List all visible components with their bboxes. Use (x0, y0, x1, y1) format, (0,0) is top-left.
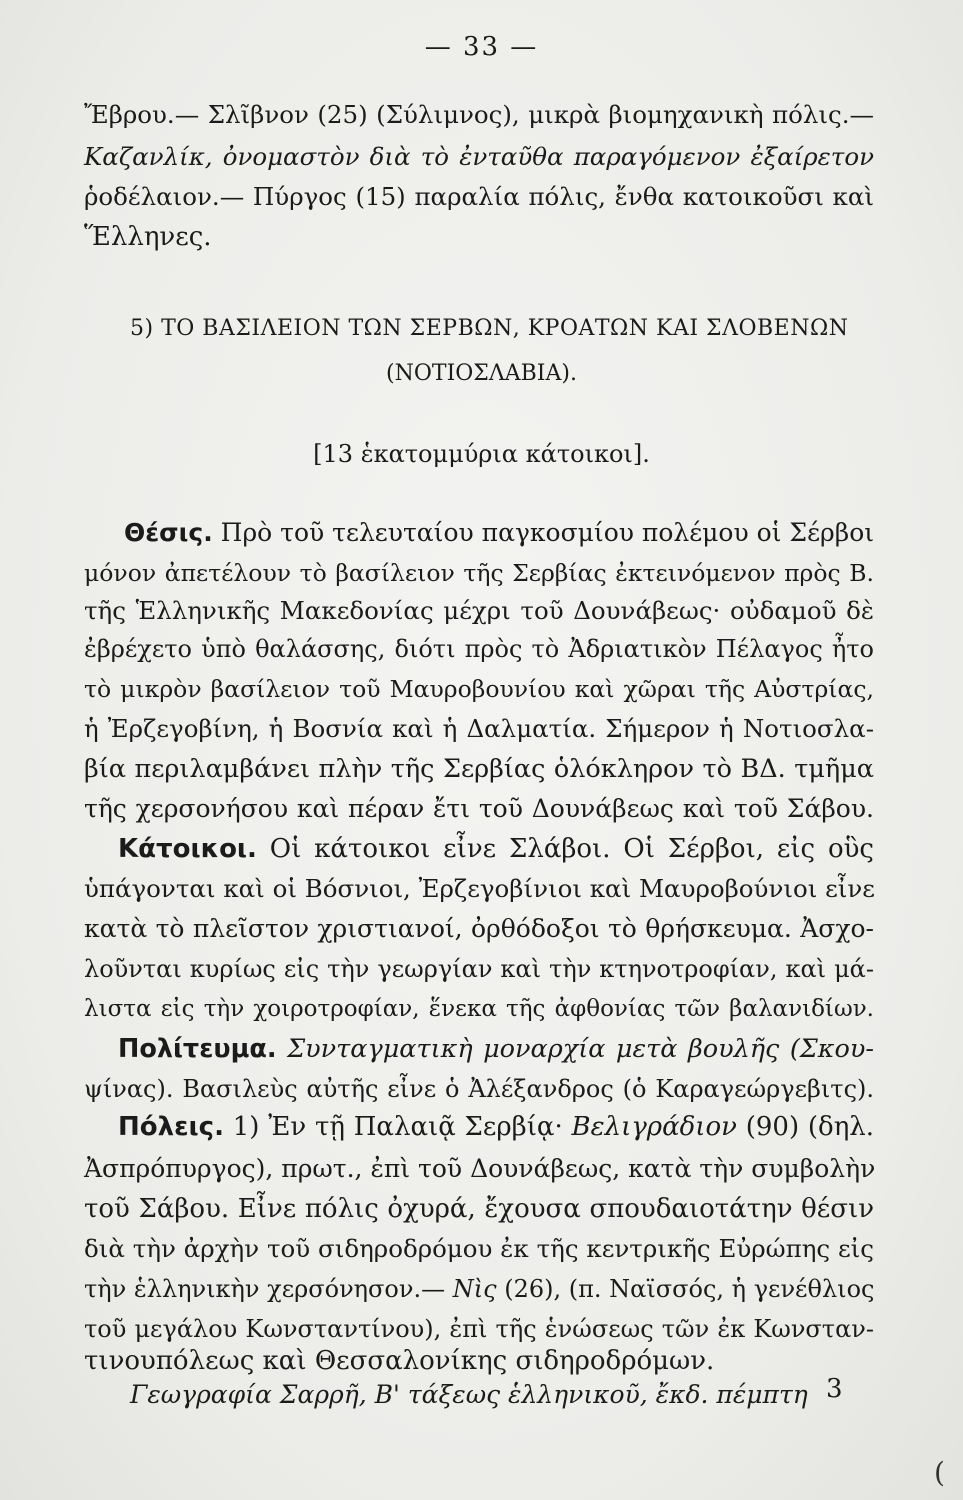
theseis-line-2: μόνον ἀπετέλουν τὸ βασίλειον τῆς Σερβίας ἐκτεινόμενον πρὸς Β. (84, 559, 874, 587)
politeuma-line-1 (84, 1032, 874, 1066)
theseis-line-5: τὸ μικρὸν βασίλειον τοῦ Μαυροβουνίου καὶ χῶραι τῆς Αὐστρίας, (84, 675, 874, 703)
poleis-line-2: Ἀσπρόπυργος), πρωτ., ἐπὶ τοῦ Δουνάβεως, κατὰ τὴν συμβολὴν (84, 1154, 876, 1183)
politeuma-heading: Πολίτευμα. (118, 1034, 277, 1064)
theseis-heading: Θέσις. (124, 518, 213, 547)
poleis-line-3: τοῦ Σάβου. Εἶνε πόλις ὀχυρά, ἔχουσα σπουδαιοτάτην θέσιν (84, 1194, 874, 1224)
intro-line-4: Ἕλληνες. (84, 222, 212, 252)
intro-line-1 (84, 98, 874, 132)
poleis-text-5c: (26), (π. Ναϊσσός, ἡ γενέθλιος (504, 1275, 875, 1303)
theseis-line-1 (84, 516, 874, 550)
intro-text: Ἔβρου.— Σλῖβνον (25) (Σύλιμνος), μικρὰ βιομηχανικὴ πόλις.— (84, 100, 874, 129)
katoikoi-line-5: λιστα εἰς τὴν χοιροτροφίαν, ἕνεκα τῆς ἀφθονίας τῶν βαλανιδίων. (84, 996, 874, 1022)
footer-title: Γεωγραφία Σαρρῆ, Β' τάξεως ἑλληνικοῦ, ἔκδ. πέμπτη (130, 1380, 808, 1409)
poleis-heading: Πόλεις. (118, 1112, 224, 1142)
theseis-line-6: ἡ Ἐρζεγοβίνη, ἡ Βοσνία καὶ ἡ Δαλματία. Σήμερον ἡ Νοτιοσλα- (84, 714, 874, 743)
poleis-line-4: διὰ τὴν ἀρχὴν τοῦ σιδηροδρόμου ἐκ τῆς κεντρικῆς Εὐρώπης εἰς (84, 1234, 874, 1263)
poleis-text-1a: 1) Ἐν τῇ Παλαιᾷ Σερβίᾳ· (232, 1112, 563, 1142)
theseis-line-3: τῆς Ἑλληνικῆς Μακεδονίας μέχρι τοῦ Δουνάβεως· οὐδαμοῦ δὲ (84, 596, 874, 625)
intro-line-3: ῥοδέλαιον.— Πύργος (15) παραλία πόλις, ἔνθα κατοικοῦσι καὶ (84, 182, 874, 211)
politeuma-line-2: ψίνας). Βασιλεὺς αὐτῆς εἶνε ὁ Ἀλέξανδρος (ὁ Καραγεώργεβιτς). (84, 1075, 874, 1103)
katoikoi-line-3: κατὰ τὸ πλεῖστον χριστιανοί, ὀρθόδοξοι τὸ θρήσκευμα. Ἀσχο- (84, 914, 874, 943)
poleis-text-1c: (90) (δηλ. (745, 1112, 875, 1142)
city-nis: Νὶς (452, 1275, 497, 1303)
theseis-line-8: τῆς χερσονήσου καὶ πέραν ἔτι τοῦ Δουνάβεως καὶ τοῦ Σάβου. (84, 794, 874, 823)
theseis-line-7: βία περιλαμβάνει πλὴν τῆς Σερβίας ὁλόκληρον τὸ ΒΔ. τμῆμα (84, 754, 874, 784)
poleis-text-5a: τὴν ἑλληνικὴν χερσόνησον.— (84, 1275, 446, 1303)
katoikoi-text-1: Οἱ κάτοικοι εἶνε Σλάβοι. Οἱ Σέρβοι, εἰς οὓς (269, 834, 874, 864)
intro-line-2: Καζανλίκ, ὀνομαστὸν διὰ τὸ ἐνταῦθα παραγόμενον ἐξαίρετον (84, 142, 874, 171)
poleis-line-5 (84, 1272, 874, 1306)
margin-mark: ( (934, 1456, 945, 1489)
city-belgrade: Βελιγράδιον (571, 1112, 737, 1142)
section-subtitle: (ΝΟΤΙΟΣΛΑΒΙΑ). (386, 361, 577, 386)
poleis-line-7: τινουπόλεως καὶ Θεσσαλονίκης σιδηροδρόμων. (84, 1346, 715, 1376)
page-number: — 33 — (424, 32, 539, 62)
katoikoi-heading: Κάτοικοι. (118, 834, 257, 864)
population-note: [13 ἑκατομμύρια κάτοικοι]. (313, 440, 650, 468)
poleis-line-6: τοῦ μεγάλου Κωνσταντίνου), ἐπὶ τῆς ἑνώσεως τῶν ἐκ Κωνσταν- (84, 1315, 874, 1343)
signature-mark: 3 (826, 1374, 843, 1404)
katoikoi-line-4: λοῦνται κυρίως εἰς τὴν γεωργίαν καὶ τὴν κτηνοτροφίαν, καὶ μά- (84, 955, 874, 983)
section-title: 5) ΤΟ ΒΑΣΙΛΕΙΟΝ ΤΩΝ ΣΕΡΒΩΝ, ΚΡΟΑΤΩΝ ΚΑΙ ΣΛΟΒΕΝΩΝ (130, 316, 849, 341)
poleis-line-1 (84, 1110, 874, 1144)
theseis-line-4: ἐβρέχετο ὑπὸ θαλάσσης, διότι πρὸς τὸ Ἀδριατικὸν Πέλαγος ἦτο (84, 635, 874, 663)
theseis-text-1: Πρὸ τοῦ τελευταίου παγκοσμίου πολέμου οἱ Σέρβοι (220, 518, 875, 547)
katoikoi-line-1 (84, 832, 874, 866)
katoikoi-line-2: ὑπάγονται καὶ οἱ Βόσνιοι, Ἐρζεγοβίνιοι καὶ Μαυροβούνιοι εἶνε (84, 874, 875, 903)
politeuma-text-1: Συνταγματικὴ μοναρχία μετὰ βουλῆς (Σκου- (287, 1034, 874, 1064)
